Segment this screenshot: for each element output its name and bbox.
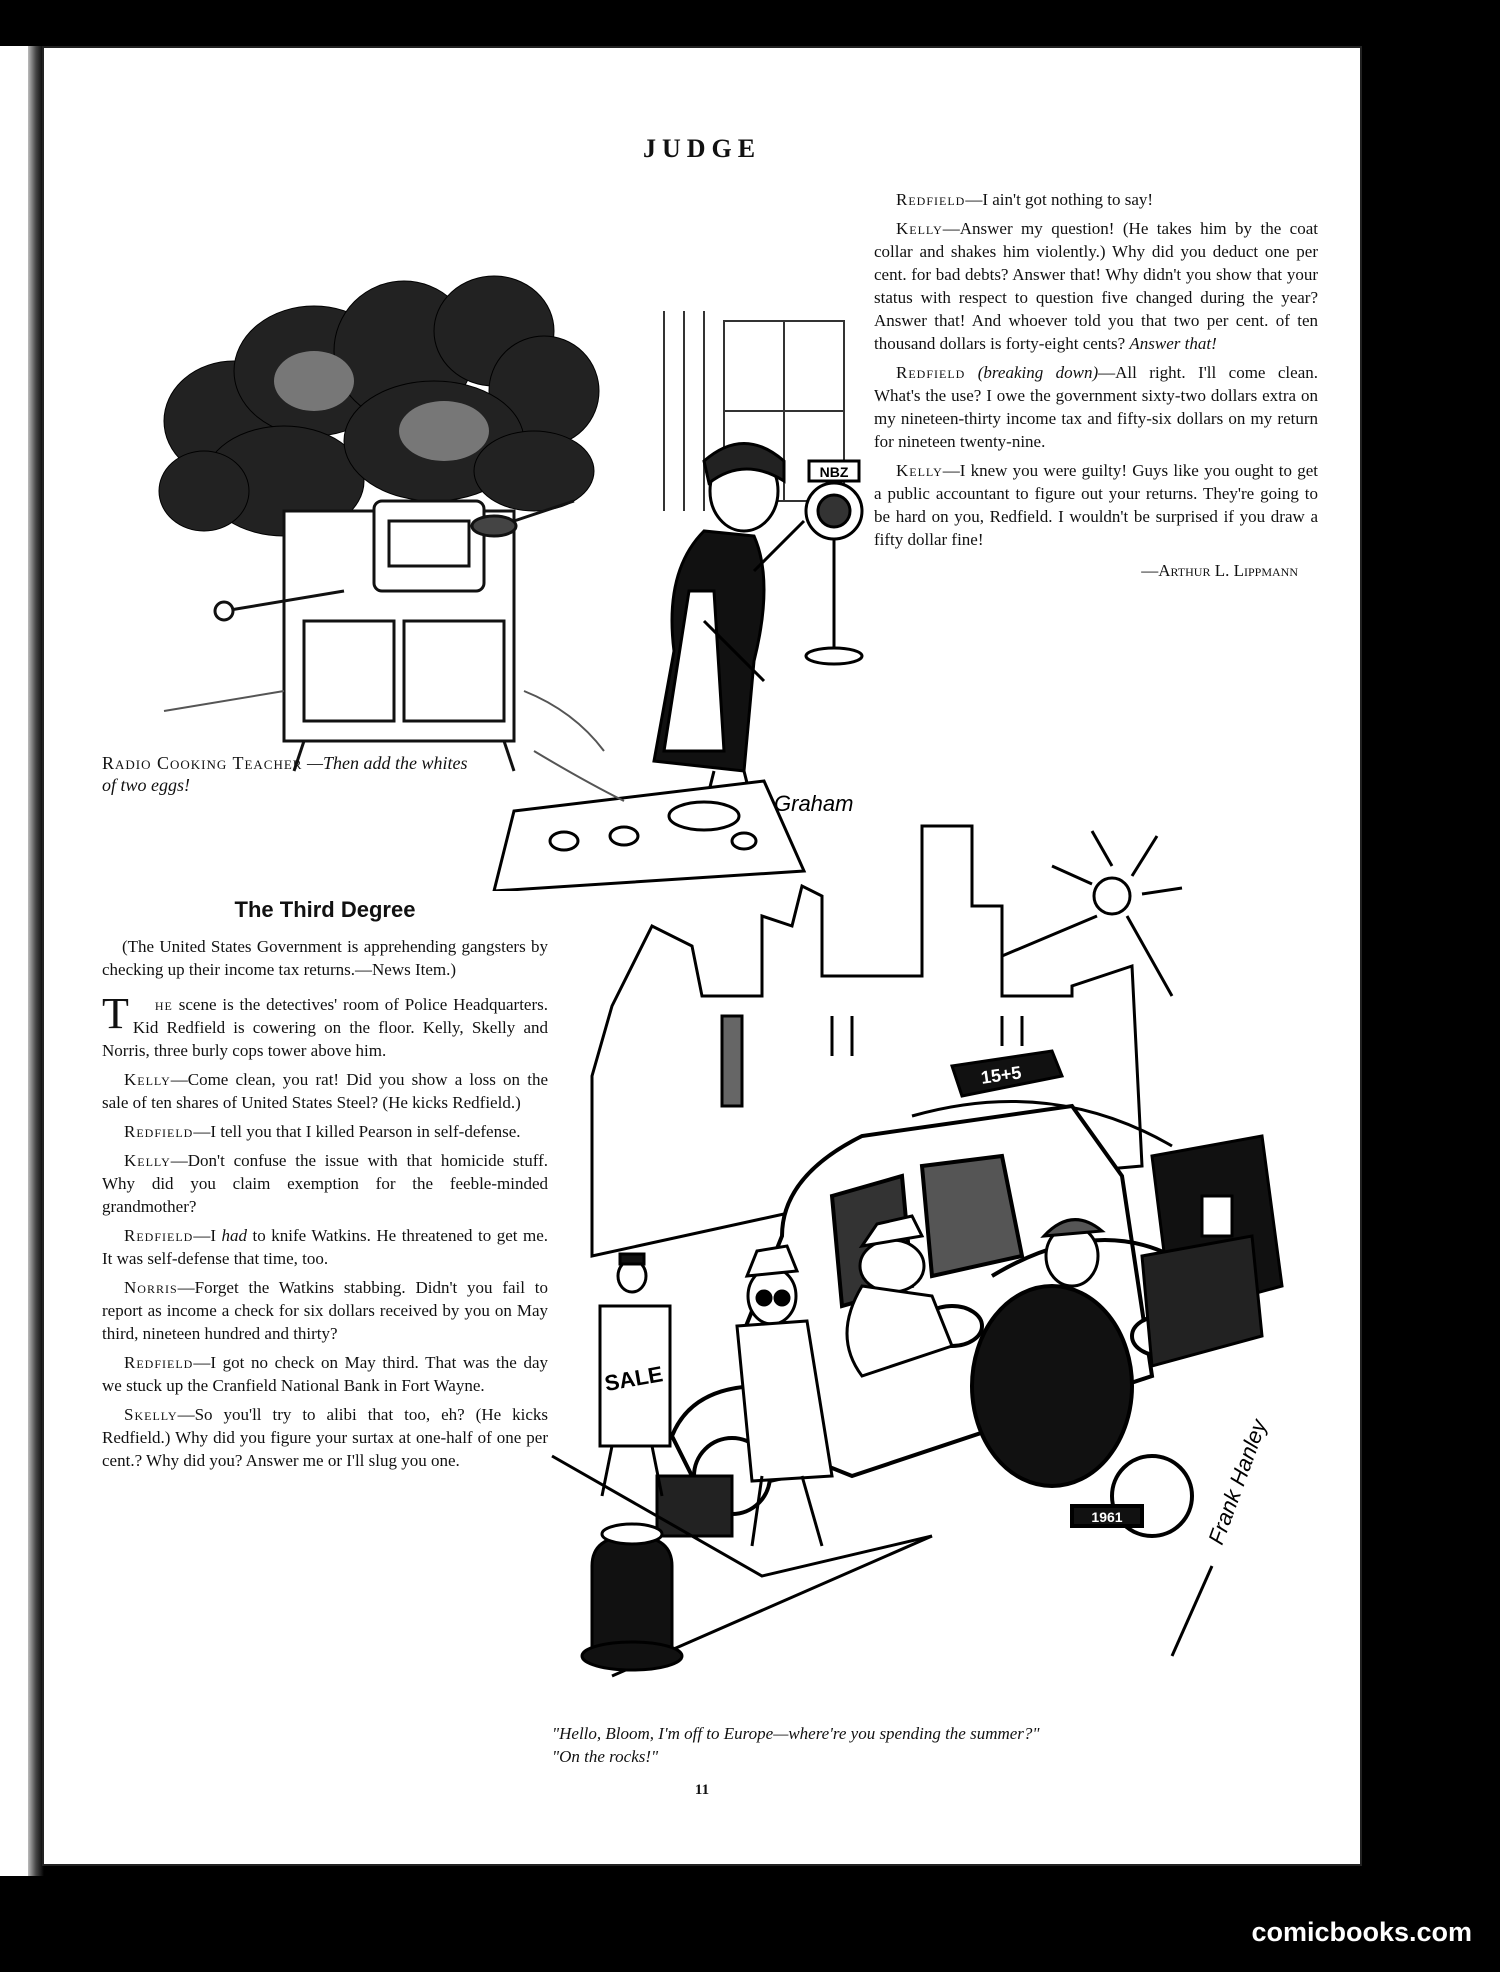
caption-line: —Then add the whites of two eggs! bbox=[102, 753, 468, 795]
dialogue-text: —I ain't got nothing to say! bbox=[965, 190, 1154, 209]
article-title: The Third Degree bbox=[234, 897, 416, 922]
caption-line-2: "On the rocks!" bbox=[552, 1747, 659, 1766]
stove bbox=[215, 501, 514, 771]
license-plate: 1961 bbox=[1091, 1509, 1123, 1525]
magazine-page bbox=[42, 46, 1362, 1866]
dialogue-text: —I bbox=[193, 1226, 222, 1245]
speaker-name: Kelly bbox=[124, 1070, 171, 1089]
opening-text: scene is the detectives' room of Police Headquarters. Kid Redfield is cowering on the floor. Kelly, Skelly and Norris, three burly cops tower above him. bbox=[102, 995, 548, 1060]
dialogue-text: —Answer my question! (He takes him by the coat collar and shakes him violently.) Why did you deduct one per cent. for bad debts? Answer that! Why didn't you show that your status with respect to question five changed during the year? Answer that! And whoever told you that two per cent. of ten thousand dollars is forty-eight cents? bbox=[874, 219, 1318, 353]
radio-station-label: NBZ bbox=[819, 464, 849, 480]
speaker-name: Kelly bbox=[896, 219, 943, 238]
cartoon2-caption bbox=[552, 1722, 1332, 1768]
article-opening bbox=[102, 989, 548, 1062]
dialogue-text: —I tell you that I killed Pearson in self-defense. bbox=[193, 1122, 521, 1141]
book-spine bbox=[0, 46, 42, 1876]
dialogue-text: —Forget the Watkins stabbing. Didn't you fail to report as income a check for six dollars received by you on May third, nineteen hundred and thirty? bbox=[102, 1278, 548, 1343]
dialogue-text: —All right. I'll come clean. What's the use? I owe the government sixty-two dollars extra on my nineteen-thirty income tax and fifty-six dollars on my return for nineteen twenty-nine. bbox=[874, 363, 1318, 451]
dialogue-text: —So you'll try to alibi that too, eh? (He kicks Redfield.) Why did you figure your surtax at one-half of one per cent.? Why did you? Answer me or I'll slug you one. bbox=[102, 1405, 548, 1470]
pier-sign-label: 15+5 bbox=[979, 1062, 1023, 1088]
woman-cook bbox=[654, 444, 804, 812]
page-header: JUDGE bbox=[642, 134, 762, 163]
fire-hydrant-icon bbox=[582, 1524, 682, 1670]
dialogue-paragraph bbox=[874, 459, 1318, 551]
right-column-text bbox=[874, 188, 1318, 588]
cartoon1-caption bbox=[102, 752, 482, 796]
artist-signature-hanley: Frank Hanley bbox=[1203, 1416, 1272, 1548]
dialogue-paragraph bbox=[102, 1276, 548, 1345]
dialogue-paragraph bbox=[102, 1224, 548, 1270]
dialogue-text: —I knew you were guilty! Guys like you ought to get a public accountant to figure out your returns. They're going to be hard on you, Redfield. I wouldn't be surprised if you draw a fifty dollar fine! bbox=[874, 461, 1318, 549]
page-number: 11 bbox=[694, 1782, 710, 1798]
sale-sign: SALE bbox=[602, 1361, 665, 1397]
drop-cap: T bbox=[102, 989, 129, 1038]
dialogue-paragraph bbox=[102, 1351, 548, 1397]
speaker-name: Redfield bbox=[124, 1353, 194, 1372]
dialogue-text: to knife Watkins. He threatened to get me. It was self-defense that time, too. bbox=[102, 1226, 548, 1268]
speaker-name: Redfield bbox=[124, 1226, 194, 1245]
dialogue-paragraph bbox=[874, 188, 1318, 211]
artist-signature-graham: Graham bbox=[774, 791, 854, 816]
smoke-clouds bbox=[159, 276, 599, 536]
dialogue-paragraph bbox=[102, 1403, 548, 1472]
speaker-name: Skelly bbox=[124, 1405, 178, 1424]
dialogue-paragraph bbox=[874, 217, 1318, 355]
opening-smallcaps: he bbox=[154, 995, 173, 1014]
caption-line-1: "Hello, Bloom, I'm off to Europe—where're you spending the summer?" bbox=[552, 1724, 1040, 1743]
luggage-stack bbox=[1142, 1136, 1282, 1366]
speaker-name: Redfield bbox=[124, 1122, 194, 1141]
speaker-name: Norris bbox=[124, 1278, 178, 1297]
speaker-name: Kelly bbox=[896, 461, 943, 480]
dialogue-italic: Answer that! bbox=[1129, 334, 1217, 353]
article-third-degree bbox=[102, 898, 548, 1478]
dialogue-paragraph bbox=[102, 1120, 548, 1143]
dialogue-text: —Don't confuse the issue with that homicide stuff. Why did you claim exemption for the feeble-minded grandmother? bbox=[102, 1151, 548, 1216]
speaker-name: Kelly bbox=[124, 1151, 171, 1170]
sun-icon bbox=[1002, 831, 1182, 996]
stage-direction: (breaking down) bbox=[977, 363, 1099, 382]
dialogue-text: —Come clean, you rat! Did you show a loss on the sale of ten shares of United States Steel? (He kicks Redfield.) bbox=[102, 1070, 548, 1112]
byline: —Arthur L. Lippmann bbox=[1141, 561, 1298, 580]
caption-speaker: Radio Cooking Teacher bbox=[102, 753, 303, 773]
speaker-name: Redfield bbox=[896, 363, 966, 382]
dialogue-text: —I got no check on May third. That was the day we stuck up the Cranfield National Bank in Fort Wayne. bbox=[102, 1353, 548, 1395]
article-intro: (The United States Government is apprehending gangsters by checking up their income tax returns.—News Item.) bbox=[102, 937, 548, 979]
speaker-name: Redfield bbox=[896, 190, 966, 209]
dialogue-italic: had bbox=[221, 1226, 248, 1245]
dialogue-paragraph bbox=[874, 361, 1318, 453]
radio-microphone bbox=[806, 461, 862, 664]
dialogue-paragraph bbox=[102, 1149, 548, 1218]
site-watermark: comicbooks.com bbox=[1251, 1917, 1472, 1947]
dialogue-paragraph bbox=[102, 1068, 548, 1114]
cartoon-taxi-street bbox=[532, 776, 1332, 1716]
